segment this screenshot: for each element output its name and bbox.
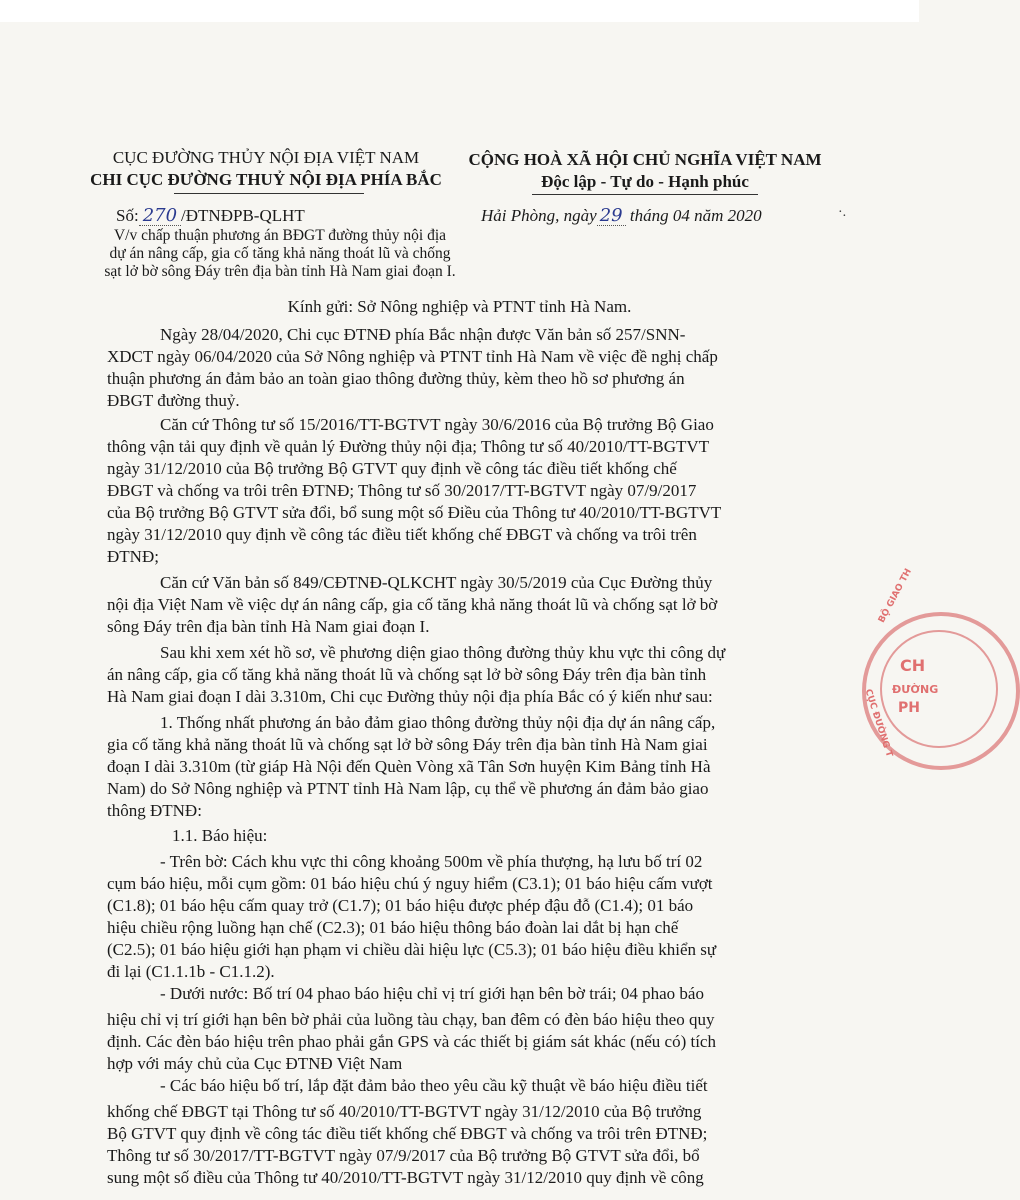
body-line: ĐBGT và chống va trôi trên ĐTNĐ; Thông tư số 30/2017/TT-BGTVT ngày 07/9/2017: [107, 481, 697, 500]
subject-block: [40, 227, 520, 281]
body-line: (C1.8); 01 báo hệu cấm quay trở (C1.7); 01 báo hiệu được phép đậu đỗ (C1.4); 01 báo: [107, 896, 694, 915]
agency-name: CỤC ĐƯỜNG THỦY NỘI ĐỊA VIỆT NAM: [112, 148, 420, 167]
body-line: - Dưới nước: Bố trí 04 phao báo hiệu chỉ vị trí giới hạn bên bờ trái; 04 phao báo: [160, 984, 704, 1003]
body-line: ĐBGT đường thuỷ.: [107, 391, 240, 410]
body-line: đi lại (C1.1.1b - C1.1.2).: [107, 962, 275, 981]
body-line: Ngày 28/04/2020, Chi cục ĐTNĐ phía Bắc nhận được Văn bản số 257/SNN-: [160, 325, 686, 344]
scan-speck: ·.: [838, 205, 847, 220]
body-line: nội địa Việt Nam về việc dự án nâng cấp, gia cố tăng khả năng thoát lũ và chống sạt lở bờ: [107, 595, 718, 614]
date-line: [481, 205, 762, 226]
body-line: hợp với máy chủ của Cục ĐTNĐ Việt Nam: [107, 1054, 403, 1073]
stamp-text: ĐƯỜNG: [892, 683, 939, 696]
body-line: XDCT ngày 06/04/2020 của Sở Nông nghiệp và PTNT tỉnh Hà Nam về việc đề nghị chấp: [107, 347, 718, 366]
body-line: sung một số điều của Thông tư 40/2010/TT-BGTVT ngày 31/12/2010 quy định về công: [107, 1168, 704, 1187]
body-line: sông Đáy trên địa bàn tỉnh Hà Nam giai đoạn I.: [107, 617, 430, 636]
subject-line: dự án nâng cấp, gia cố tăng khả năng thoát lũ và chống: [109, 245, 451, 262]
stamp-text: PH: [898, 700, 920, 716]
scan-top-edge: [0, 0, 919, 22]
date-day: 29: [599, 205, 623, 226]
body-line: 1. Thống nhất phương án bảo đảm giao thông đường thủy nội địa dự án nâng cấp,: [160, 713, 716, 732]
subject-line: V/v chấp thuận phương án BĐGT đường thủy nội địa: [113, 227, 447, 244]
body-line: 1.1. Báo hiệu:: [172, 826, 268, 845]
date-prefix: Hải Phòng, ngày: [481, 206, 597, 225]
body-line: ĐTNĐ;: [107, 547, 159, 566]
nation-title: CỘNG HOÀ XÃ HỘI CHỦ NGHĨA VIỆT NAM: [468, 150, 822, 169]
body-line: Căn cứ Thông tư số 15/2016/TT-BGTVT ngày 30/6/2016 của Bộ trưởng Bộ Giao: [160, 415, 714, 434]
body-line: Thông tư số 30/2017/TT-BGTVT ngày 07/9/2017 của Bộ trưởng Bộ GTVT sửa đổi, bổ: [107, 1146, 700, 1165]
body-line: định. Các đèn báo hiệu trên phao phải gắn GPS và các thiết bị giám sát khác (nếu có) tích: [107, 1032, 716, 1051]
body-line: - Các báo hiệu bố trí, lắp đặt đảm bảo theo yêu cầu kỹ thuật về báo hiệu điều tiết: [160, 1076, 708, 1095]
date-suffix: tháng 04 năm 2020: [629, 206, 762, 225]
body-line: ngày 31/12/2010 quy định về công tác điều tiết khống chế ĐBGT và chống va trôi trên: [107, 525, 697, 544]
body-line: án nâng cấp, gia cố tăng khả năng thoát lũ và chống sạt lở bờ sông Đáy trên địa bàn tỉnh: [107, 665, 707, 684]
body-line: hiệu chỉ vị trí giới hạn bên bờ phải của luồng tàu chạy, ban đêm có đèn báo hiệu theo quy: [107, 1010, 715, 1029]
body-line: của Bộ trưởng Bộ GTVT sửa đổi, bổ sung một số Điều của Thông tư 40/2010/TT-BGTVT: [107, 503, 722, 522]
number-prefix: Số:: [116, 206, 139, 225]
body-line: thông vận tải quy định về quản lý Đường thủy nội địa; Thông tư số 40/2010/TT-BGTVT: [107, 437, 710, 456]
body-line: Căn cứ Văn bản số 849/CĐTNĐ-QLKCHT ngày 30/5/2019 của Cục Đường thủy: [160, 573, 713, 592]
stamp-text: CH: [900, 656, 926, 675]
body-line: Bộ GTVT quy định về công tác điều tiết khống chế ĐBGT và chống va trôi trên ĐTNĐ;: [107, 1124, 708, 1143]
body-line: đoạn I dài 3.310m (từ giáp Hà Nội đến Quèn Vòng xã Tân Sơn huyện Kim Bảng tỉnh Hà: [107, 757, 711, 776]
number-suffix: /ĐTNĐPB-QLHT: [181, 206, 305, 225]
number-handwritten: 270: [142, 205, 178, 226]
sub-agency-name: CHI CỤC ĐƯỜNG THUỶ NỘI ĐỊA PHÍA BẮC: [90, 170, 442, 189]
body-line: gia cố tăng khả năng thoát lũ và chống sạt lở bờ sông Đáy trên địa bàn tỉnh Hà Nam giai: [107, 735, 708, 754]
motto-underline: [532, 194, 758, 195]
body-line: thuận phương án đảm bảo an toàn giao thông đường thủy, kèm theo hồ sơ phương án: [107, 369, 685, 388]
body-line: - Trên bờ: Cách khu vực thi công khoảng 500m về phía thượng, hạ lưu bố trí 02: [160, 852, 703, 871]
body-line: hiệu chiều rộng luồng hạn chế (C2.3); 01 báo hiệu thông báo đoàn lai dắt bị hạn chế: [107, 918, 679, 937]
body-line: (C2.5); 01 báo hiệu giới hạn phạm vi chiều dài hiệu lực (C5.3); 01 báo hiệu điều khiển sự: [107, 940, 717, 959]
stamp-text: CỤC ĐƯỜNG T: [862, 688, 894, 759]
body-line: ngày 31/12/2010 của Bộ trưởng Bộ GTVT quy định về công tác điều tiết khống chế: [107, 459, 677, 478]
body-line: thông ĐTNĐ:: [107, 801, 202, 820]
body-line: Hà Nam giai đoạn I dài 3.310m, Chi cục Đường thủy nội địa phía Bắc có ý kiến như sau:: [107, 687, 713, 706]
motto: Độc lập - Tự do - Hạnh phúc: [541, 172, 749, 191]
recipient: Kính gửi: Sở Nông nghiệp và PTNT tỉnh Hà Nam.: [287, 297, 632, 316]
body-line: Nam) do Sở Nông nghiệp và PTNT tỉnh Hà Nam lập, cụ thể về phương án đảm bảo giao: [107, 779, 709, 798]
body-line: Sau khi xem xét hồ sơ, về phương diện giao thông đường thủy khu vực thi công dự: [160, 643, 726, 662]
document-number: [116, 205, 305, 226]
stamp-text: BỘ GIAO TH: [877, 567, 914, 625]
header-left-underline: [174, 193, 364, 194]
body-line: khống chế ĐBGT tại Thông tư số 40/2010/TT-BGTVT ngày 31/12/2010 của Bộ trưởng: [107, 1102, 702, 1121]
body-line: cụm báo hiệu, mỗi cụm gồm: 01 báo hiệu chú ý nguy hiểm (C3.1); 01 báo hiệu cấm vượt: [107, 874, 713, 893]
subject-line: sạt lở bờ sông Đáy trên địa bàn tỉnh Hà Nam giai đoạn I.: [104, 263, 456, 280]
